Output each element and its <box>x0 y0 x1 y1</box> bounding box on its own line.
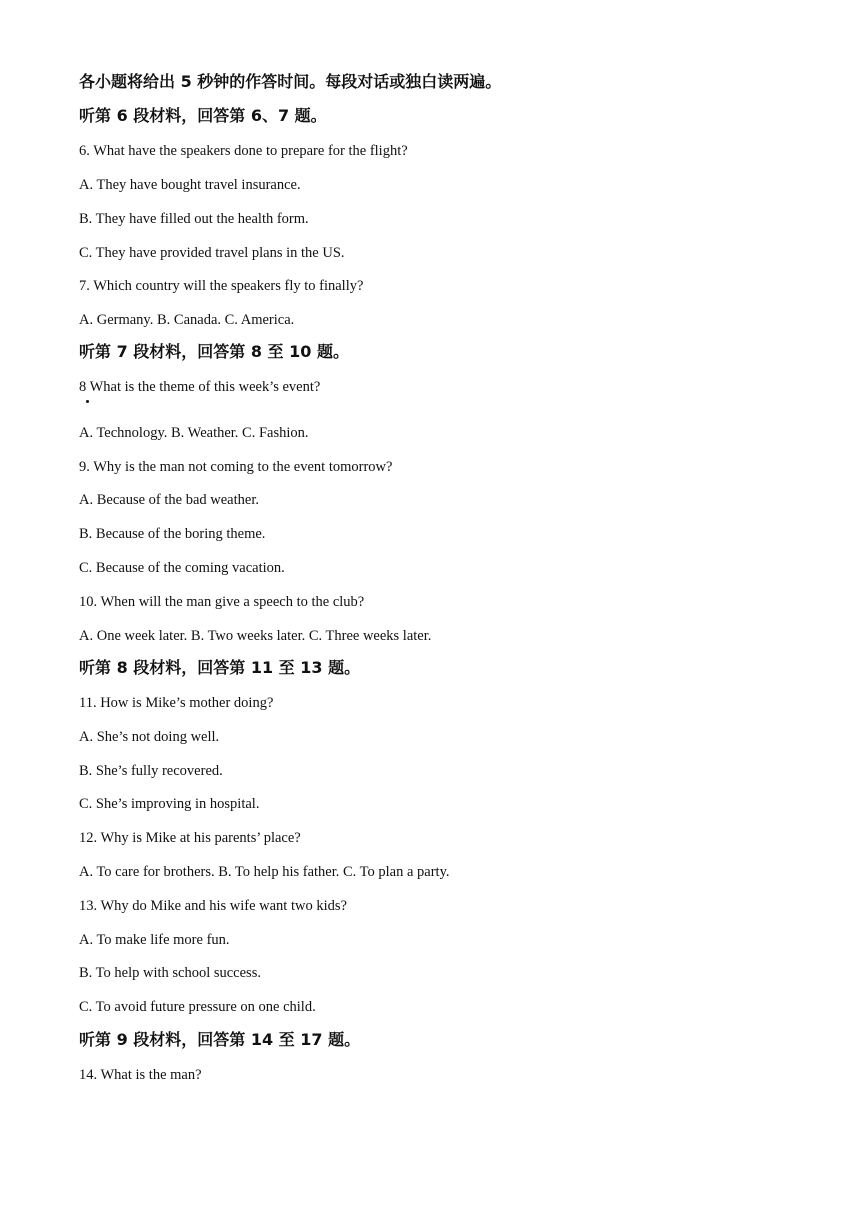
q6-option-b: B. They have filled out the health form. <box>79 211 309 227</box>
q9-option-a: A. Because of the bad weather. <box>79 492 259 508</box>
question-12: 12. Why is Mike at his parents’ place? <box>79 830 301 846</box>
q9-option-c: C. Because of the coming vacation. <box>79 560 285 576</box>
question-7: 7. Which country will the speakers fly to finally? <box>79 278 364 294</box>
section-heading-6: 听第 6 段材料，回答第 6、7 题。 <box>79 106 327 125</box>
q6-option-a: A. They have bought travel insurance. <box>79 177 301 193</box>
stray-dot <box>86 400 89 403</box>
question-14: 14. What is the man? <box>79 1067 202 1083</box>
instruction-line: 各小题将给出 5 秒钟的作答时间。每段对话或独白读两遍。 <box>79 72 502 91</box>
q12-options: A. To care for brothers. B. To help his father. C. To plan a party. <box>79 864 450 880</box>
section-heading-8: 听第 8 段材料，回答第 11 至 13 题。 <box>79 658 361 677</box>
q8-options: A. Technology. B. Weather. C. Fashion. <box>79 425 309 441</box>
question-13: 13. Why do Mike and his wife want two kids? <box>79 898 347 914</box>
question-9: 9. Why is the man not coming to the event tomorrow? <box>79 459 393 475</box>
q13-option-b: B. To help with school success. <box>79 965 261 981</box>
question-6: 6. What have the speakers done to prepare for the flight? <box>79 143 408 159</box>
question-10: 10. When will the man give a speech to the club? <box>79 594 365 610</box>
q11-option-b: B. She’s fully recovered. <box>79 763 223 779</box>
q13-option-c: C. To avoid future pressure on one child. <box>79 999 316 1015</box>
q9-option-b: B. Because of the boring theme. <box>79 526 266 542</box>
q10-options: A. One week later. B. Two weeks later. C. Three weeks later. <box>79 628 432 644</box>
q7-options: A. Germany. B. Canada. C. America. <box>79 312 295 328</box>
q13-option-a: A. To make life more fun. <box>79 932 230 948</box>
section-heading-7: 听第 7 段材料，回答第 8 至 10 题。 <box>79 342 349 361</box>
question-11: 11. How is Mike’s mother doing? <box>79 695 274 711</box>
q6-option-c: C. They have provided travel plans in the US. <box>79 245 345 261</box>
q11-option-a: A. She’s not doing well. <box>79 729 220 745</box>
question-8: 8 What is the theme of this week’s event? <box>79 379 321 395</box>
section-heading-9: 听第 9 段材料，回答第 14 至 17 题。 <box>79 1030 361 1049</box>
q11-option-c: C. She’s improving in hospital. <box>79 796 260 812</box>
